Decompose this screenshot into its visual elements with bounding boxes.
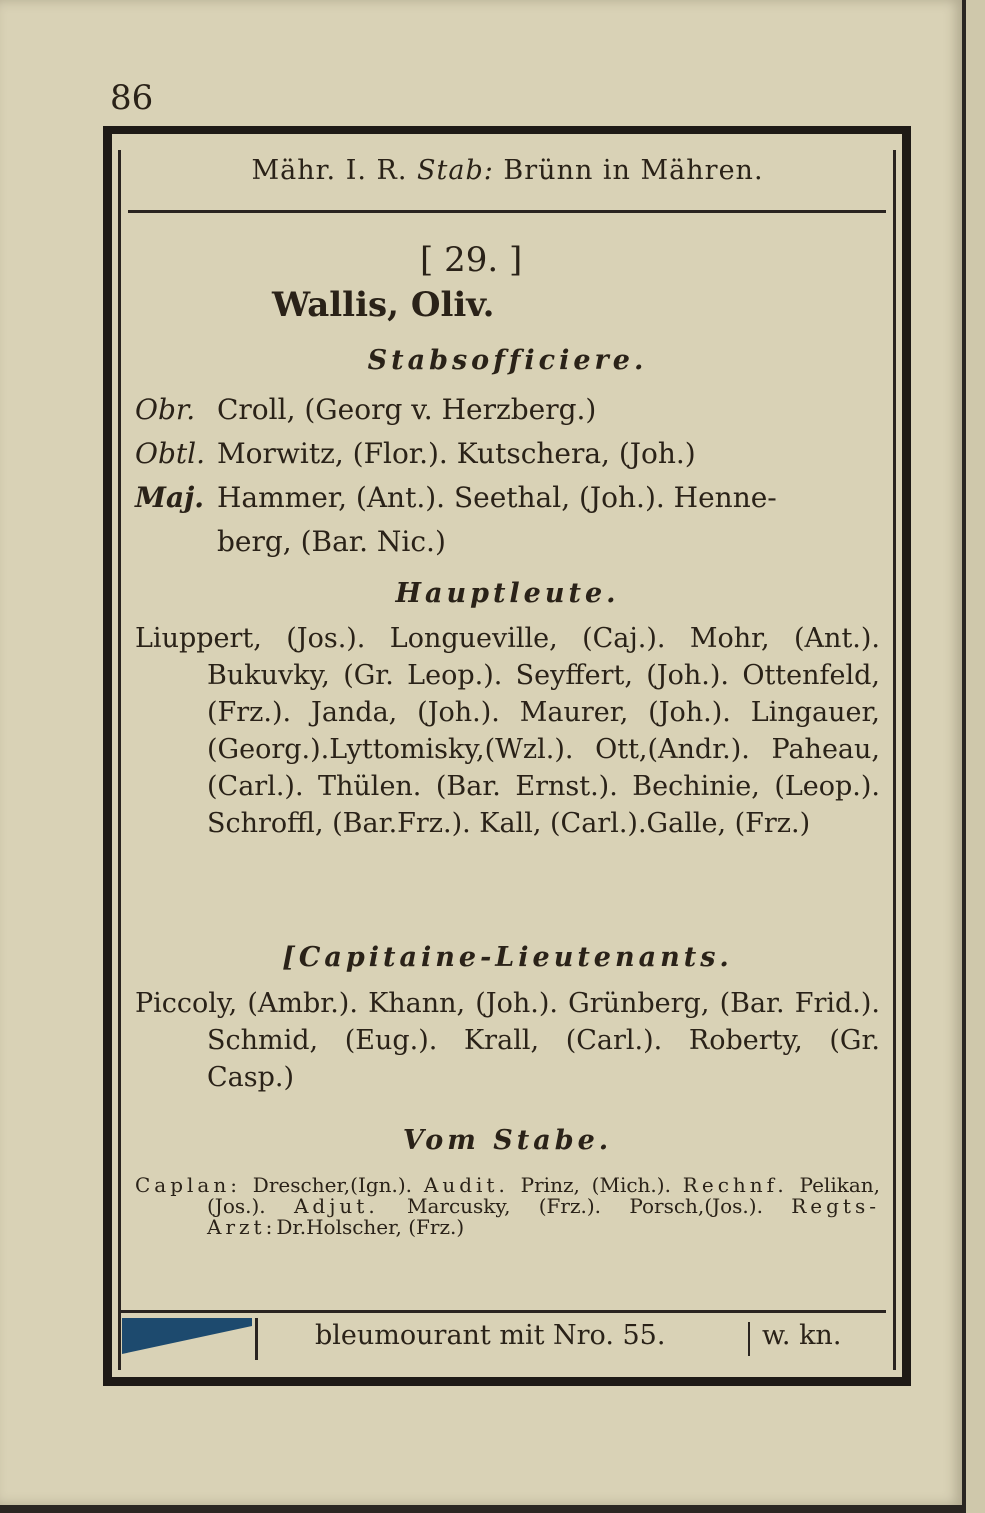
section-title-capitaine-lieutenants: [Capitaine-Lieutenants. — [282, 942, 733, 973]
entry-obtl — [135, 437, 696, 470]
page-number: 86 — [110, 78, 154, 118]
names-maj-line1: Hammer, (Ant.). Seethal, (Joh.). Henne- — [217, 481, 777, 514]
audit-name: Prinz, (Mich.). — [508, 1173, 683, 1197]
regiment-owner: Wallis, Oliv. — [272, 285, 495, 325]
frame-inner-rule-right — [893, 150, 896, 1370]
frame-inner-rule-left — [118, 150, 121, 1370]
names-obr: Croll, (Georg v. Herzberg.) — [217, 393, 597, 426]
facing-color-text: bleumourant mit Nro. 55. — [315, 1320, 666, 1351]
header-stab-label: Stab: — [417, 155, 494, 186]
header-suffix: Brünn in Mähren. — [493, 155, 764, 186]
regiment-number: [ 29. ] — [420, 240, 523, 280]
caplan-name: Drescher,(Ign.). — [240, 1173, 424, 1197]
rank-obr: Obr. — [135, 393, 196, 426]
label-regtsarzt: Regts-Arzt: — [207, 1194, 880, 1239]
rank-obtl: Obtl. — [135, 437, 205, 470]
facing-color-swatch — [122, 1318, 252, 1360]
entry-obr — [135, 393, 596, 426]
footer-separator — [255, 1318, 258, 1360]
vom-stabe-list — [135, 1175, 880, 1238]
adjacent-page-edge — [966, 0, 985, 1513]
adjut-names: Marcusky, (Frz.). Porsch,(Jos.). — [378, 1194, 792, 1218]
section-title-stabsofficiere: Stabsofficiere. — [367, 345, 648, 376]
page-header — [130, 155, 885, 186]
regtsarzt-name: Dr.Holscher, (Frz.) — [276, 1215, 465, 1239]
section-title-hauptleute: Hauptleute. — [395, 578, 620, 609]
label-audit: Audit. — [423, 1173, 509, 1197]
label-rechnf: Rechnf. — [682, 1173, 788, 1197]
names-obtl: Morwitz, (Flor.). Kutschera, (Joh.) — [217, 437, 696, 470]
hauptleute-list: Liuppert, (Jos.). Longueville, (Caj.). Mohr, (Ant.). Bukuvky, (Gr. Leop.). Seyffert, (Joh.). Ottenfeld, (Frz.). Janda, (Joh.). Maurer, (Joh.). Lingauer,(Georg.).Lyttomisky,(Wzl.). Ott,(Andr.). Paheau, (Carl.). Thülen. (Bar. Ernst.). Bechinie, (Leop.). Schroffl, (Bar.Frz.). Kall, (Carl.).Galle, (Frz.) — [135, 623, 880, 839]
label-adjut: Adjut. — [293, 1194, 379, 1218]
rank-maj: Maj. — [135, 481, 205, 514]
header-prefix: Mähr. I. R. — [251, 155, 418, 186]
section-title-vom-stabe: Vom Stabe. — [402, 1125, 613, 1156]
footer-rule — [120, 1310, 886, 1313]
names-maj-line2: berg, (Bar. Nic.) — [217, 525, 446, 558]
header-rule — [128, 210, 886, 213]
button-color-text: w. kn. — [762, 1320, 842, 1351]
rechnf-name: Pelikan,(Jos.). — [207, 1173, 881, 1218]
label-caplan: Caplan: — [135, 1173, 241, 1197]
capitaine-lieutenants-list: Piccoly, (Ambr.). Khann, (Joh.). Grünberg, (Bar. Frid.). Schmid, (Eug.). Krall, (Carl.). Roberty, (Gr. Casp.) — [135, 988, 880, 1093]
entry-maj — [135, 481, 777, 514]
footer-separator-2 — [748, 1322, 750, 1356]
